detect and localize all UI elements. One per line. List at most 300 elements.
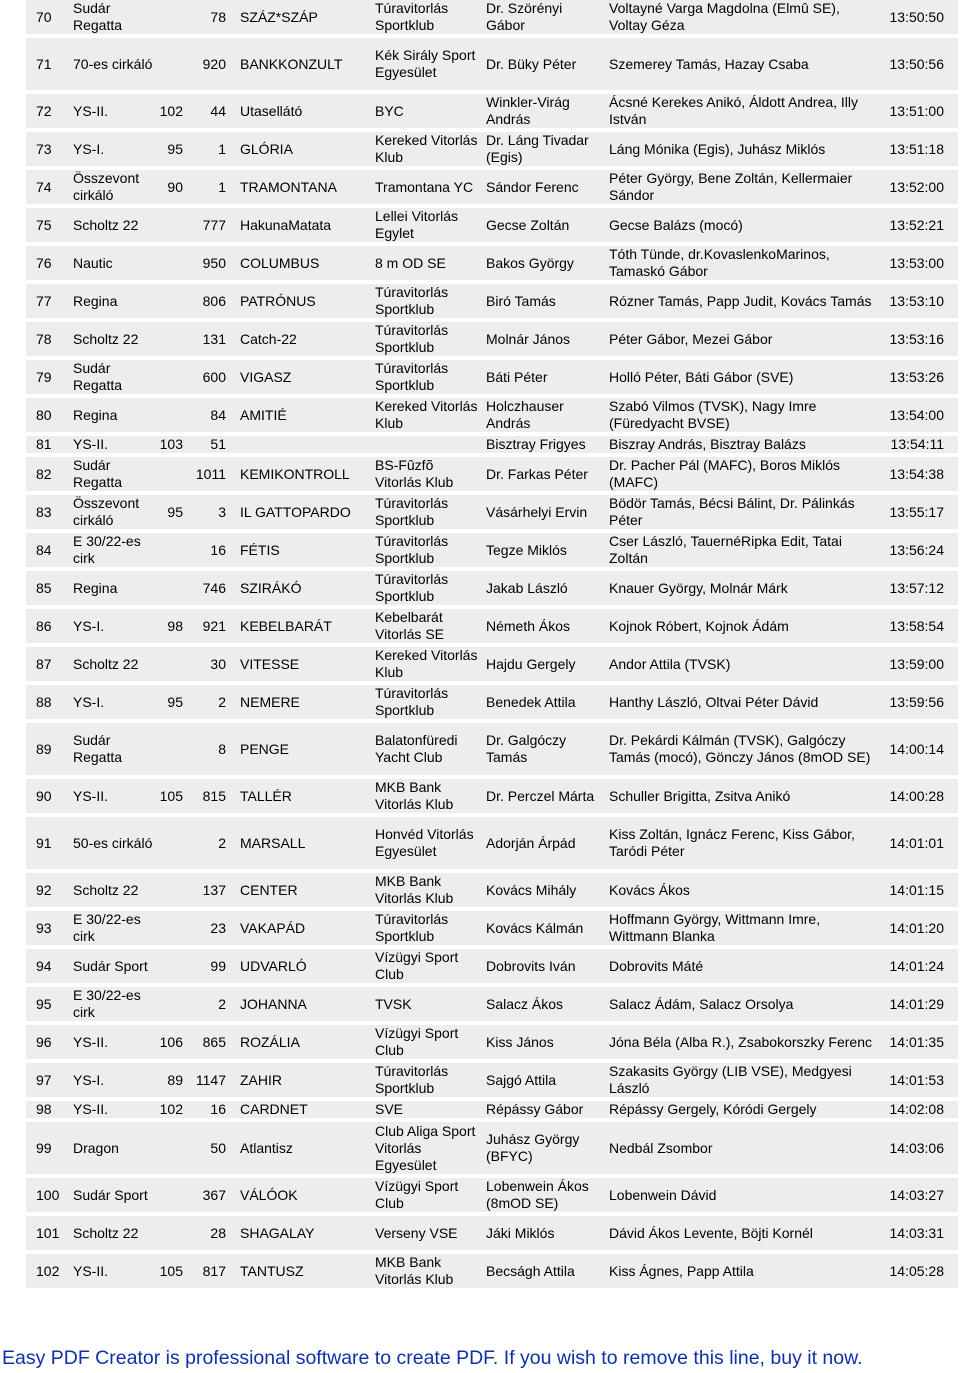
finish-time: 13:54:11 <box>890 436 944 452</box>
club-name: BS-Fûzfõ Vitorlás Klub <box>375 457 454 490</box>
row-number: 77 <box>36 292 52 309</box>
finish-time: 13:55:17 <box>889 503 944 520</box>
yardstick-number <box>150 723 183 775</box>
boat-name: Utasellátó <box>240 102 303 119</box>
table-row <box>26 208 958 242</box>
club-name: Túravitorlás Sportklub <box>375 1063 449 1096</box>
table-row <box>26 685 958 719</box>
crew-names: Hoffmann György, Wittmann Imre, Wittmann Blanka <box>609 911 821 944</box>
boat-name: VAKAPÁD <box>240 919 306 936</box>
boat-name: UDVARLÓ <box>240 957 307 974</box>
row-number: 95 <box>36 995 52 1012</box>
table-row <box>26 873 958 907</box>
sail-number: 1 <box>218 140 226 157</box>
row-number: 102 <box>36 1262 60 1279</box>
crew-names: Péter Gábor, Mezei Gábor <box>609 330 773 347</box>
yardstick-number <box>150 1178 183 1212</box>
boat-name: GLÓRIA <box>240 140 293 157</box>
boat-class: YS-I. <box>73 140 105 157</box>
sail-number: 815 <box>202 787 226 804</box>
skipper-name: Répássy Gábor <box>486 1101 584 1117</box>
yardstick-number: 106 <box>159 1033 183 1050</box>
club-name: Balatonfüredi Yacht Club <box>375 732 458 765</box>
sail-number: 817 <box>202 1262 226 1279</box>
crew-names: Szemerey Tamás, Hazay Csaba <box>609 55 809 72</box>
boat-class: E 30/22-es cirk <box>73 533 141 566</box>
row-number: 97 <box>36 1071 52 1088</box>
table-row <box>26 38 958 90</box>
sail-number: 865 <box>202 1033 226 1050</box>
skipper-name: Hajdu Gergely <box>486 655 576 672</box>
yardstick-number <box>150 398 183 432</box>
crew-names: Lobenwein Dávid <box>609 1186 717 1203</box>
finish-time: 14:01:01 <box>889 834 944 851</box>
skipper-name: Vásárhelyi Ervin <box>486 503 588 520</box>
row-number: 96 <box>36 1033 52 1050</box>
sail-number: 777 <box>202 216 226 233</box>
club-name: Honvéd Vitorlás Egyesület <box>375 826 474 859</box>
club-name: Túravitorlás Sportklub <box>375 571 449 604</box>
crew-names: Tóth Tünde, dr.KovaslenkoMarinos, Tamaskó Gábor <box>609 246 830 279</box>
club-name: 8 m OD SE <box>375 254 446 271</box>
club-name: Kebelbarát Vitorlás SE <box>375 609 444 642</box>
crew-names: Kovács Ákos <box>609 881 690 898</box>
sail-number: 746 <box>202 579 226 596</box>
club-name: Túravitorlás Sportklub <box>375 322 449 355</box>
yardstick-number: 89 <box>167 1071 183 1088</box>
table-row <box>26 1101 958 1118</box>
boat-class: YS-I. <box>73 693 105 710</box>
yardstick-number: 95 <box>167 693 183 710</box>
sail-number: 3 <box>218 503 226 520</box>
table-row <box>26 949 958 983</box>
crew-names: Ácsné Kerekes Anikó, Áldott Andrea, Illy István <box>609 94 859 127</box>
yardstick-number <box>150 911 183 945</box>
yardstick-number <box>150 457 183 491</box>
skipper-name: Holczhauser András <box>486 398 564 431</box>
boat-name: TANTUSZ <box>240 1262 304 1279</box>
table-row <box>26 284 958 318</box>
skipper-name: Salacz Ákos <box>486 995 564 1012</box>
boat-name: Atlantisz <box>240 1139 293 1156</box>
club-name: Kereked Vitorlás Klub <box>375 132 478 165</box>
sail-number: 1147 <box>195 1071 226 1088</box>
sail-number: 920 <box>202 55 226 72</box>
crew-names: Szakasits György (LIB VSE), Medgyesi László <box>609 1063 852 1096</box>
skipper-name: Dr. Láng Tivadar (Egis) <box>486 132 589 165</box>
crew-names: Salacz Ádám, Salacz Orsolya <box>609 995 794 1012</box>
finish-time: 13:52:21 <box>889 216 944 233</box>
table-row <box>26 322 958 356</box>
table-row <box>26 132 958 166</box>
row-number: 101 <box>36 1224 60 1241</box>
boat-class: Sudár Regatta <box>73 360 123 393</box>
table-row <box>26 398 958 432</box>
club-name: SVE <box>375 1101 404 1117</box>
finish-time: 13:51:00 <box>889 102 944 119</box>
row-number: 89 <box>36 740 52 757</box>
boat-name: ZAHIR <box>240 1071 282 1088</box>
boat-name: SZÁZ*SZÁP <box>240 8 318 25</box>
yardstick-number <box>150 0 183 34</box>
finish-time: 14:01:20 <box>889 919 944 936</box>
yardstick-number: 98 <box>167 617 183 634</box>
table-row <box>26 533 958 567</box>
skipper-name: Dr. Farkas Péter <box>486 465 588 482</box>
boat-name: SZIRÁKÓ <box>240 579 302 596</box>
table-row <box>26 495 958 529</box>
boat-name: HakunaMatata <box>240 216 332 233</box>
table-row <box>26 1254 958 1288</box>
skipper-name: Becságh Attila <box>486 1262 575 1279</box>
club-name: TVSK <box>375 995 412 1012</box>
table-row <box>26 0 958 34</box>
club-name: Túravitorlás Sportklub <box>375 360 449 393</box>
club-name: Túravitorlás Sportklub <box>375 284 449 317</box>
sail-number: 131 <box>202 330 226 347</box>
skipper-name: Juhász György (BFYC) <box>486 1131 580 1164</box>
crew-names: Andor Attila (TVSK) <box>609 655 731 672</box>
table-row <box>26 571 958 605</box>
crew-names: Szabó Vilmos (TVSK), Nagy Imre (Füredyacht BVSE) <box>609 398 817 431</box>
skipper-name: Kovács Mihály <box>486 881 577 898</box>
boat-class: YS-I. <box>73 1071 105 1088</box>
boat-class: Regina <box>73 406 118 423</box>
yardstick-number: 95 <box>167 503 183 520</box>
club-name: Vízügyi Sport Club <box>375 949 459 982</box>
finish-time: 14:03:31 <box>889 1224 944 1241</box>
boat-name: SHAGALAY <box>240 1224 315 1241</box>
finish-time: 13:54:38 <box>889 465 944 482</box>
boat-class: Sudár Regatta <box>73 732 123 765</box>
skipper-name: Jakab László <box>486 579 568 596</box>
sail-number: 2 <box>218 834 226 851</box>
boat-class: Sudár Regatta <box>73 457 123 490</box>
crew-names: Cser László, TauernéRipka Edit, Tatai Zoltán <box>609 533 842 566</box>
club-name: Túravitorlás Sportklub <box>375 0 449 33</box>
skipper-name: Kiss János <box>486 1033 554 1050</box>
table-row <box>26 246 958 280</box>
boat-name: AMITIÉ <box>240 406 287 423</box>
skipper-name: Dr. Perczel Márta <box>486 787 595 804</box>
crew-names: Dr. Pekárdi Kálmán (TVSK), Galgóczy Tamás (mocó), Gönczy János (8mOD SE) <box>609 732 871 765</box>
table-row <box>26 170 958 204</box>
finish-time: 13:50:50 <box>889 8 944 25</box>
skipper-name: Adorján Árpád <box>486 834 576 851</box>
finish-time: 13:58:54 <box>889 617 944 634</box>
table-row <box>26 723 958 775</box>
yardstick-number <box>150 533 183 567</box>
boat-name: VITESSE <box>240 655 300 672</box>
crew-names: Nedbál Zsombor <box>609 1139 713 1156</box>
sail-number: 51 <box>210 436 226 452</box>
crew-names: Répássy Gergely, Kóródi Gergely <box>609 1101 817 1117</box>
crew-names: Láng Mónika (Egis), Juhász Miklós <box>609 140 826 157</box>
skipper-name: Bakos György <box>486 254 574 271</box>
club-name: Club Aliga Sport Vitorlás Egyesület <box>375 1122 476 1173</box>
yardstick-number: 102 <box>159 102 183 119</box>
table-row <box>26 817 958 869</box>
row-number: 81 <box>36 436 52 452</box>
yardstick-number <box>150 647 183 681</box>
skipper-name: Biró Tamás <box>486 292 556 309</box>
table-row <box>26 911 958 945</box>
finish-time: 14:00:28 <box>889 787 944 804</box>
yardstick-number <box>150 987 183 1021</box>
row-number: 82 <box>36 465 52 482</box>
table-row <box>26 1178 958 1212</box>
finish-time: 14:03:06 <box>889 1139 944 1156</box>
finish-time: 14:02:08 <box>889 1101 944 1117</box>
boat-name: KEMIKONTROLL <box>240 465 350 482</box>
sail-number: 16 <box>210 1101 226 1117</box>
sail-number: 78 <box>210 8 226 25</box>
crew-names: Rózner Tamás, Papp Judit, Kovács Tamás <box>609 292 872 309</box>
footer-watermark-note: Easy PDF Creator is professional software to create PDF. If you wish to remove this line, buy it now. <box>2 1347 863 1369</box>
skipper-name: Bisztray Frigyes <box>486 436 586 452</box>
yardstick-number <box>150 571 183 605</box>
sail-number: 950 <box>202 254 226 271</box>
boat-class: Scholtz 22 <box>73 330 139 347</box>
yardstick-number: 105 <box>159 1262 183 1279</box>
boat-class: Regina <box>73 579 118 596</box>
row-number: 98 <box>36 1101 52 1117</box>
club-name: Vízügyi Sport Club <box>375 1178 459 1211</box>
sail-number: 1 <box>218 178 226 195</box>
yardstick-number <box>150 949 183 983</box>
row-number: 76 <box>36 254 52 271</box>
club-name: Tramontana YC <box>375 178 474 195</box>
finish-time: 14:01:35 <box>889 1033 944 1050</box>
finish-time: 14:01:15 <box>889 881 944 898</box>
row-number: 87 <box>36 655 52 672</box>
boat-class: Sudár Sport <box>73 957 148 974</box>
skipper-name: Dr. Büky Péter <box>486 55 577 72</box>
row-number: 70 <box>36 8 52 25</box>
sail-number: 2 <box>218 693 226 710</box>
yardstick-number: 95 <box>167 140 183 157</box>
crew-names: Dávid Ákos Levente, Böjti Kornél <box>609 1224 813 1241</box>
row-number: 75 <box>36 216 52 233</box>
boat-name: TRAMONTANA <box>240 178 337 195</box>
row-number: 73 <box>36 140 52 157</box>
crew-names: Dr. Pacher Pál (MAFC), Boros Miklós (MAFC) <box>609 457 841 490</box>
skipper-name: Németh Ákos <box>486 617 571 634</box>
yardstick-number <box>150 1122 183 1174</box>
sail-number: 28 <box>210 1224 226 1241</box>
finish-time: 13:56:24 <box>889 541 944 558</box>
finish-time: 13:59:00 <box>889 655 944 672</box>
skipper-name: Molnár János <box>486 330 571 347</box>
sail-number: 8 <box>218 740 226 757</box>
club-name: MKB Bank Vitorlás Klub <box>375 1254 454 1287</box>
skipper-name: Dr. Galgóczy Tamás <box>486 732 567 765</box>
skipper-name: Sajgó Attila <box>486 1071 557 1088</box>
boat-name: TALLÉR <box>240 787 292 804</box>
sail-number: 921 <box>202 617 226 634</box>
club-name: MKB Bank Vitorlás Klub <box>375 873 454 906</box>
crew-names: Biszray András, Bisztray Balázs <box>609 436 806 452</box>
boat-class: YS-II. <box>73 102 109 119</box>
boat-name: KEBELBARÁT <box>240 617 332 634</box>
finish-time: 14:05:28 <box>889 1262 944 1279</box>
boat-class: Sudár Regatta <box>73 0 123 33</box>
table-row <box>26 1025 958 1059</box>
table-row <box>26 360 958 394</box>
sail-number: 367 <box>202 1186 226 1203</box>
sail-number: 23 <box>210 919 226 936</box>
table-row <box>26 457 958 491</box>
club-name: Kereked Vitorlás Klub <box>375 398 478 431</box>
row-number: 99 <box>36 1139 52 1156</box>
sail-number: 99 <box>210 957 226 974</box>
yardstick-number: 90 <box>167 178 183 195</box>
yardstick-number: 105 <box>159 787 183 804</box>
sail-number: 806 <box>202 292 226 309</box>
finish-time: 14:01:24 <box>889 957 944 974</box>
boat-name: CARDNET <box>240 1101 308 1117</box>
crew-names: Holló Péter, Báti Gábor (SVE) <box>609 368 794 385</box>
club-name: Túravitorlás Sportklub <box>375 911 449 944</box>
skipper-name: Winkler-Virág András <box>486 94 570 127</box>
crew-names: Dobrovits Máté <box>609 957 704 974</box>
finish-time: 14:03:27 <box>889 1186 944 1203</box>
finish-time: 13:59:56 <box>889 693 944 710</box>
yardstick-number <box>150 873 183 907</box>
boat-class: Regina <box>73 292 118 309</box>
finish-time: 14:00:14 <box>889 740 944 757</box>
skipper-name: Gecse Zoltán <box>486 216 570 233</box>
finish-time: 13:53:00 <box>889 254 944 271</box>
table-row <box>26 609 958 643</box>
crew-names: Schuller Brigitta, Zsitva Anikó <box>609 787 791 804</box>
results-table <box>26 0 958 1292</box>
boat-class: Scholtz 22 <box>73 1224 139 1241</box>
boat-class: Dragon <box>73 1139 119 1156</box>
club-name: Kereked Vitorlás Klub <box>375 647 478 680</box>
boat-class: Scholtz 22 <box>73 881 139 898</box>
crew-names: Knauer György, Molnár Márk <box>609 579 788 596</box>
boat-name: ROZÁLIA <box>240 1033 300 1050</box>
finish-time: 14:01:29 <box>889 995 944 1012</box>
yardstick-number <box>150 1216 183 1250</box>
crew-names: Kiss Ágnes, Papp Attila <box>609 1262 754 1279</box>
table-row <box>26 987 958 1021</box>
club-name: Vízügyi Sport Club <box>375 1025 459 1058</box>
skipper-name: Sándor Ferenc <box>486 178 579 195</box>
yardstick-number <box>150 208 183 242</box>
boat-class: YS-I. <box>73 617 105 634</box>
sail-number: 1011 <box>195 465 226 482</box>
crew-names: Péter György, Bene Zoltán, Kellermaier Sándor <box>609 170 853 203</box>
boat-name: FÉTIS <box>240 541 280 558</box>
skipper-name: Báti Péter <box>486 368 548 385</box>
sail-number: 50 <box>210 1139 226 1156</box>
boat-class: Scholtz 22 <box>73 655 139 672</box>
boat-name: NEMERE <box>240 693 300 710</box>
crew-names: Gecse Balázs (mocó) <box>609 216 743 233</box>
finish-time: 13:53:26 <box>889 368 944 385</box>
row-number: 93 <box>36 919 52 936</box>
boat-class: YS-II. <box>73 436 109 452</box>
club-name: Túravitorlás Sportklub <box>375 533 449 566</box>
boat-name: MARSALL <box>240 834 306 851</box>
boat-class: Összevont cirkáló <box>73 495 140 528</box>
boat-class: Nautic <box>73 254 113 271</box>
yardstick-number <box>150 38 183 90</box>
boat-class: Összevont cirkáló <box>73 170 140 203</box>
skipper-name: Jáki Miklós <box>486 1224 555 1241</box>
yardstick-number <box>150 322 183 356</box>
skipper-name: Benedek Attila <box>486 693 576 710</box>
yardstick-number: 102 <box>159 1101 183 1117</box>
club-name: Verseny VSE <box>375 1224 458 1241</box>
crew-names: Jóna Béla (Alba R.), Zsabokorszky Ferenc <box>609 1033 872 1050</box>
club-name: Túravitorlás Sportklub <box>375 495 449 528</box>
boat-class: YS-II. <box>73 1033 109 1050</box>
boat-name <box>240 436 378 453</box>
table-row <box>26 1216 958 1250</box>
table-row <box>26 1063 958 1097</box>
boat-class: YS-II. <box>73 1101 109 1117</box>
boat-name: BANKKONZULT <box>240 55 343 72</box>
boat-name: COLUMBUS <box>240 254 320 271</box>
skipper-name: Dr. Szörényi Gábor <box>486 0 563 33</box>
yardstick-number <box>150 246 183 280</box>
finish-time: 13:53:10 <box>889 292 944 309</box>
row-number: 72 <box>36 102 52 119</box>
table-row <box>26 1122 958 1174</box>
yardstick-number <box>150 284 183 318</box>
sail-number: 30 <box>210 655 226 672</box>
row-number: 91 <box>36 834 52 851</box>
finish-time: 13:57:12 <box>889 579 944 596</box>
table-row <box>26 779 958 813</box>
boat-class: YS-II. <box>73 787 109 804</box>
sail-number: 600 <box>202 368 226 385</box>
club-name: BYC <box>375 102 404 119</box>
sail-number: 137 <box>202 881 226 898</box>
row-number: 92 <box>36 881 52 898</box>
skipper-name: Lobenwein Ákos (8mOD SE) <box>486 1178 589 1211</box>
row-number: 79 <box>36 368 52 385</box>
boat-name: PENGE <box>240 740 290 757</box>
row-number: 94 <box>36 957 52 974</box>
table-row <box>26 94 958 128</box>
club-name: Túravitorlás Sportklub <box>375 685 449 718</box>
skipper-name: Tegze Miklós <box>486 541 567 558</box>
finish-time: 14:01:53 <box>889 1071 944 1088</box>
row-number: 71 <box>36 55 52 72</box>
row-number: 90 <box>36 787 52 804</box>
sail-number: 84 <box>210 406 226 423</box>
boat-class: Sudár Sport <box>73 1186 148 1203</box>
row-number: 83 <box>36 503 52 520</box>
skipper-name: Kovács Kálmán <box>486 919 584 936</box>
sail-number: 44 <box>210 102 226 119</box>
yardstick-number <box>150 360 183 394</box>
crew-names: Hanthy László, Oltvai Péter Dávid <box>609 693 819 710</box>
row-number: 80 <box>36 406 52 423</box>
row-number: 86 <box>36 617 52 634</box>
finish-time: 13:54:00 <box>889 406 944 423</box>
sail-number: 2 <box>218 995 226 1012</box>
club-name: MKB Bank Vitorlás Klub <box>375 779 454 812</box>
skipper-name: Dobrovits Iván <box>486 957 576 974</box>
table-row <box>26 647 958 681</box>
boat-name: CENTER <box>240 881 298 898</box>
boat-name: VÁLÓOK <box>240 1186 298 1203</box>
